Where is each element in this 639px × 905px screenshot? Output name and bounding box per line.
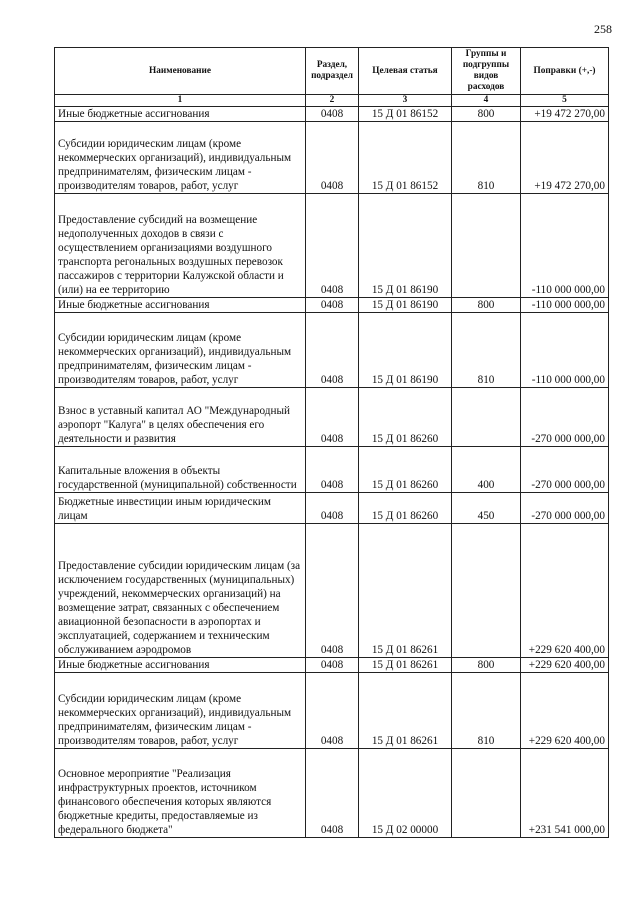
column-number-row <box>55 95 609 107</box>
header-amendment: Поправки (+,-) <box>521 48 609 95</box>
row-name: Субсидии юридическим лицам (кроме некоммерческих организаций), индивидуальным предпринимателям, физическим лицам - производителям товаров, работ, услуг <box>55 122 306 194</box>
row-amount: +229 620 400,00 <box>521 658 609 673</box>
row-target: 15 Д 01 86260 <box>359 493 452 524</box>
table-row <box>55 298 609 313</box>
header-group: Группы и подгруппы видов расходов <box>452 48 521 95</box>
header-target: Целевая статья <box>359 48 452 95</box>
header-name: Наименование <box>55 48 306 95</box>
row-name: Иные бюджетные ассигнования <box>55 658 306 673</box>
row-name: Иные бюджетные ассигнования <box>55 107 306 122</box>
row-target: 15 Д 01 86190 <box>359 313 452 388</box>
table-row <box>55 673 609 749</box>
row-amount: -270 000 000,00 <box>521 493 609 524</box>
row-target: 15 Д 01 86261 <box>359 524 452 658</box>
row-target: 15 Д 01 86260 <box>359 447 452 493</box>
row-section: 0408 <box>306 493 359 524</box>
row-target: 15 Д 01 86261 <box>359 673 452 749</box>
row-section: 0408 <box>306 447 359 493</box>
row-name: Предоставление субсидий на возмещение недополученных доходов в связи с осуществлением организациями воздушного транспорта регональных воздушных перевозок пассажиров с территории Калужской области и (или) на ее территорию <box>55 194 306 298</box>
row-target: 15 Д 01 86152 <box>359 122 452 194</box>
table-row <box>55 524 609 658</box>
column-number: 1 <box>55 95 306 107</box>
row-amount: -110 000 000,00 <box>521 298 609 313</box>
row-amount: -110 000 000,00 <box>521 313 609 388</box>
row-target: 15 Д 01 86190 <box>359 298 452 313</box>
table-row <box>55 122 609 194</box>
row-section: 0408 <box>306 388 359 447</box>
row-target: 15 Д 02 00000 <box>359 749 452 838</box>
row-amount: +231 541 000,00 <box>521 749 609 838</box>
row-amount: -270 000 000,00 <box>521 388 609 447</box>
row-group: 800 <box>452 658 521 673</box>
header-row <box>55 48 609 95</box>
row-name: Бюджетные инвестиции иным юридическим лицам <box>55 493 306 524</box>
page-number: 258 <box>594 22 612 36</box>
row-amount: +229 620 400,00 <box>521 673 609 749</box>
row-section: 0408 <box>306 658 359 673</box>
table-row <box>55 447 609 493</box>
column-number: 4 <box>452 95 521 107</box>
row-group: 450 <box>452 493 521 524</box>
row-name: Иные бюджетные ассигнования <box>55 298 306 313</box>
table-row <box>55 107 609 122</box>
table-row <box>55 194 609 298</box>
row-group <box>452 524 521 658</box>
row-group: 800 <box>452 298 521 313</box>
column-number: 2 <box>306 95 359 107</box>
row-group: 810 <box>452 313 521 388</box>
row-group: 800 <box>452 107 521 122</box>
column-number: 3 <box>359 95 452 107</box>
row-target: 15 Д 01 86152 <box>359 107 452 122</box>
row-name: Субсидии юридическим лицам (кроме некоммерческих организаций), индивидуальным предпринимателям, физическим лицам - производителям товаров, работ, услуг <box>55 313 306 388</box>
table-row <box>55 493 609 524</box>
row-target: 15 Д 01 86261 <box>359 658 452 673</box>
column-number: 5 <box>521 95 609 107</box>
row-group: 810 <box>452 673 521 749</box>
table-row <box>55 388 609 447</box>
row-target: 15 Д 01 86190 <box>359 194 452 298</box>
row-section: 0408 <box>306 298 359 313</box>
row-section: 0408 <box>306 122 359 194</box>
row-group <box>452 194 521 298</box>
row-section: 0408 <box>306 524 359 658</box>
row-name: Взнос в уставный капитал АО "Международный аэропорт "Калуга" в целях обеспечения его деятельности и развития <box>55 388 306 447</box>
row-amount: +19 472 270,00 <box>521 122 609 194</box>
table-row <box>55 749 609 838</box>
row-amount: +19 472 270,00 <box>521 107 609 122</box>
row-target: 15 Д 01 86260 <box>359 388 452 447</box>
row-section: 0408 <box>306 107 359 122</box>
header-section: Раздел, подраздел <box>306 48 359 95</box>
row-group: 400 <box>452 447 521 493</box>
row-amount: +229 620 400,00 <box>521 524 609 658</box>
row-amount: -110 000 000,00 <box>521 194 609 298</box>
row-section: 0408 <box>306 194 359 298</box>
row-name: Основное мероприятие "Реализация инфраструктурных проектов, источником финансового обеспечения которых являются бюджетные кредиты, предоставляемые из федерального бюджета" <box>55 749 306 838</box>
row-group <box>452 749 521 838</box>
row-name: Капитальные вложения в объекты государственной (муниципальной) собственности <box>55 447 306 493</box>
row-section: 0408 <box>306 313 359 388</box>
row-name: Субсидии юридическим лицам (кроме некоммерческих организаций), индивидуальным предпринимателям, физическим лицам - производителям товаров, работ, услуг <box>55 673 306 749</box>
row-group <box>452 388 521 447</box>
row-section: 0408 <box>306 749 359 838</box>
row-name: Предоставление субсидии юридическим лицам (за исключением государственных (муниципальных) учреждений, некоммерческих организаций) на возмещение затрат, связанных с обеспечением авиационной безопасности в аэропортах и эксплуатацией, содержанием и техническим обслуживанием аэродромов <box>55 524 306 658</box>
row-amount: -270 000 000,00 <box>521 447 609 493</box>
row-section: 0408 <box>306 673 359 749</box>
row-group: 810 <box>452 122 521 194</box>
table-row <box>55 658 609 673</box>
table-row <box>55 313 609 388</box>
budget-amendments-table <box>54 47 609 838</box>
